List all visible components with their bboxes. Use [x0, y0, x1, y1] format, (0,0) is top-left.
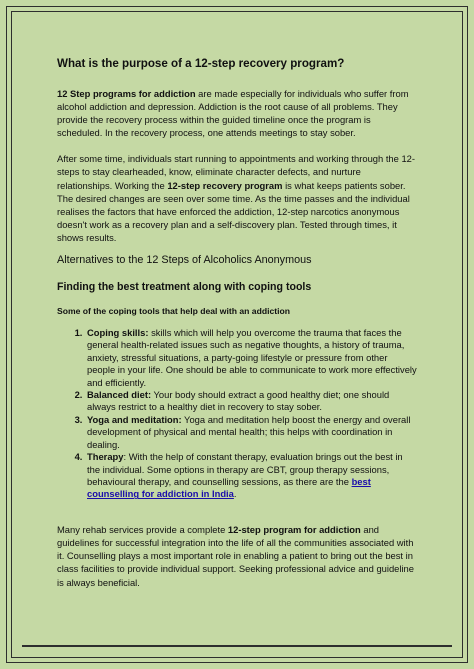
list-item: [85, 327, 417, 389]
list-item-tail: .: [233, 488, 237, 500]
process-bold-phrase: 12-step recovery program: [167, 179, 283, 191]
closing-paragraph: [57, 523, 417, 589]
list-item-text: : With the help of constant therapy, evaluation brings out the best in the individual. Some options in therapy are CBT, group therapy sessions, behavioural therapy, and counselling sessions, as there are the: [87, 451, 403, 487]
closing-text-after: and guidelines for successful integration into the life of all the communities associated with it. Counselling plays a most important role in enabling a patient to bring out the best in class facilities to provide individual support. Seeking professional advice and guideline is always beneficial.: [57, 523, 414, 588]
list-item-term: Balanced diet:: [87, 389, 152, 401]
page-title: What is the purpose of a 12-step recovery program?: [57, 57, 345, 70]
closing-text-before: Many rehab services provide a complete: [57, 523, 228, 535]
section-heading: Finding the best treatment along with coping tools: [57, 281, 312, 294]
list-item-text: Yoga and meditation help boost the energy and overall development of physical and mental health; this helps with coordination in dealing.: [87, 413, 411, 450]
list-item-text: skills which will help you overcome the trauma that faces the general health-related issues such as negative thoughts, a history of trauma, anxiety, stressful situations, a party-going lifestyle or pressure from other people in your life. One should be able to communicate to work more effectively and efficiently.: [87, 327, 417, 388]
coping-tools-subheading: Some of the coping tools that help deal with an addiction: [57, 306, 290, 317]
list-item-term: Coping skills:: [87, 327, 149, 339]
list-item: [85, 414, 417, 451]
list-item: [85, 451, 417, 501]
page-border-bottom-rule: [22, 645, 452, 647]
counselling-link[interactable]: best counselling for addiction in India: [87, 475, 371, 500]
closing-bold-phrase: 12-step program for addiction: [227, 523, 361, 535]
list-item-text: Your body should extract a good healthy diet; one should always restrict to a healthy diet in recovery to stay sober.: [87, 389, 390, 413]
process-paragraph: [57, 152, 417, 244]
process-text-after: is what keeps patients sober. The desired changes are seen over some time. As the time passes and the individual realises the factors that have enforced the addiction, 12-step narcotics anonymous doesn't work as a recovery plan and a self-discovery plan. Tested through times, it shows results.: [57, 179, 410, 243]
intro-bold-phrase: 12 Step programs for addiction: [57, 88, 196, 99]
intro-paragraph: [57, 87, 417, 139]
document-body: [57, 57, 417, 589]
list-item: [85, 389, 417, 414]
process-text-before: After some time, individuals start running to appointments and working through the 12-steps to stay clearheaded, know, eliminate character defects, and nurture relationships. Working the: [57, 153, 416, 191]
coping-tools-list: [57, 327, 417, 501]
list-item-term: Therapy: [87, 451, 124, 463]
intro-text: are made especially for individuals who suffer from alcohol addiction and depression. Addiction is the root cause of all problems. They provide the recovery process within the guided timeline once the program is scheduled. In the recovery process, one attends meetings to stay sober.: [57, 88, 409, 139]
alternatives-heading: Alternatives to the 12 Steps of Alcoholics Anonymous: [57, 254, 312, 267]
list-item-term: Yoga and meditation:: [87, 413, 182, 425]
